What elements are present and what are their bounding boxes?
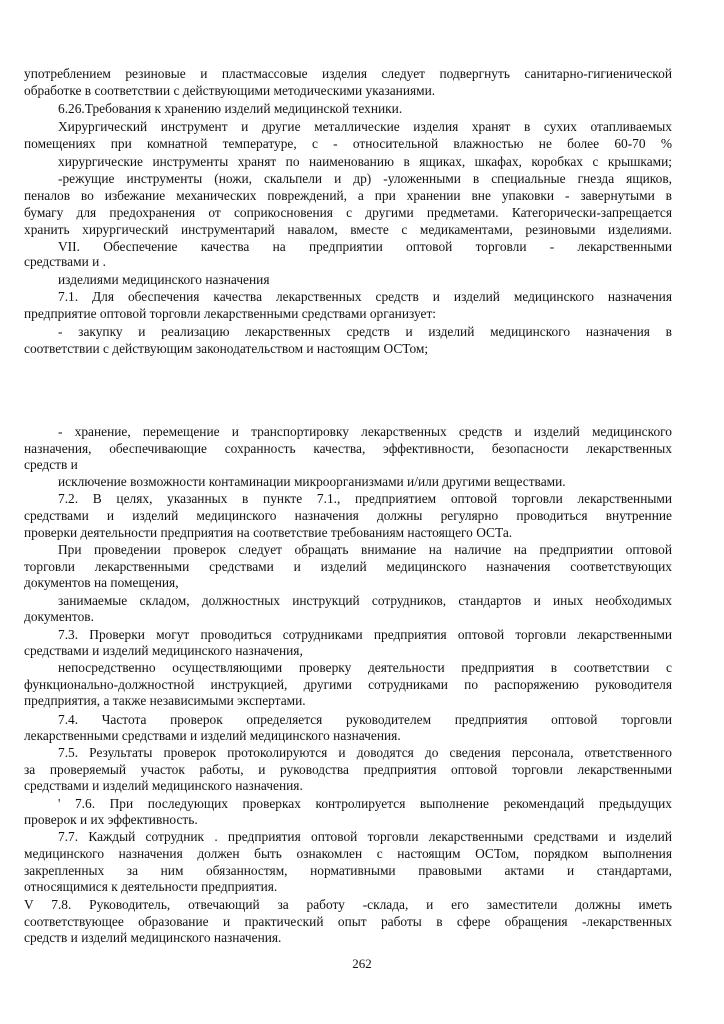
text-line: 7.1. Для обеспечения качества лекарственных средств и изделий медицинского назначения bbox=[58, 289, 672, 304]
text-line: предприятия, а также независимыми экспертами. bbox=[24, 693, 306, 708]
text-line: за проверяемый участок работы, и руководства предприятия оптовой торговли лекарственными bbox=[24, 762, 672, 777]
text-line: средствами и изделий медицинского назначения должны регулярно проводиться внутренние bbox=[24, 508, 672, 523]
section-heading-6-26: 6.26.Требования к хранению изделий медицинской техники. bbox=[58, 101, 403, 116]
text-line: - хранение, перемещение и транспортировку лекарственных средств и изделий медицинского bbox=[58, 424, 672, 439]
text-line: относящимися к деятельности предприятия. bbox=[24, 879, 278, 894]
text-line: торговли лекарственными средствами и изделий медицинского назначения соответствующих bbox=[24, 559, 672, 574]
text-line: медицинского назначения должен быть ознакомлен с настоящим ОСТом, порядком выполнения bbox=[24, 846, 672, 861]
text-line: документов. bbox=[24, 609, 94, 624]
text-line: средствами и изделий медицинского назначения, bbox=[24, 643, 303, 658]
text-line: обработке в соответствии с действующими методическими указаниями. bbox=[24, 83, 436, 98]
text-line: лекарственными средствами и изделий медицинского назначения. bbox=[24, 728, 401, 743]
text-line: занимаемые складом, должностных инструкций сотрудников, стандартов и иных необходимых bbox=[58, 593, 672, 608]
section-heading-7-4: 7.4. Частота проверок определяется руководителем предприятия оптовой торговли bbox=[58, 712, 672, 727]
text-line: средствами и изделий медицинского назначения. bbox=[24, 778, 303, 793]
text-line: хирургические инструменты хранят по наименованию в ящиках, шкафах, коробках с крышками; bbox=[58, 154, 672, 169]
text-line: изделиями медицинского назначения bbox=[58, 272, 270, 287]
text-line: исключение возможности контаминации микроорганизмами и/или другими веществами. bbox=[58, 474, 566, 489]
text-line: непосредственно осуществляющими проверку деятельности предприятия в соответствии с bbox=[58, 660, 672, 675]
text-line: проверок и их эффективность. bbox=[24, 812, 198, 827]
section-heading-7-6: ' 7.6. При последующих проверках контролируется выполнение рекомендаций предыдущих bbox=[58, 796, 672, 811]
section-heading-7-7: 7.7. Каждый сотрудник . предприятия оптовой торговли лекарственными средствами и изделий bbox=[58, 829, 672, 844]
text-line: средств и bbox=[24, 457, 78, 472]
text-line: документов на помещения, bbox=[24, 575, 179, 590]
text-line: - закупку и реализацию лекарственных средств и изделий медицинского назначения в bbox=[58, 324, 672, 339]
text-line: -режущие инструменты (ножи, скальпели и др) -уложенными в специальные гнезда ящиков, bbox=[58, 171, 672, 186]
text-line: бумагу для предохранения от соприкосновения с другими предметами. Категорически-запрещается bbox=[24, 205, 672, 220]
text-line: соответствующее образование и практический опыт работы в сфере обращения -лекарственных bbox=[24, 914, 672, 929]
text-line: назначения, обеспечивающие сохранность качества, эффективности, безопасности лекарственных bbox=[24, 441, 672, 456]
text-line: соответствии с действующим законодательством и настоящим ОСТом; bbox=[24, 341, 429, 356]
text-line: закрепленных за ним обязанностям, нормативными правовыми актами и стандартами, bbox=[24, 863, 672, 878]
text-line: хранить хирургический инструментарий навалом, вместе с медикаментами, резиновыми изделиями. bbox=[24, 222, 672, 237]
text-line: пеналов во избежание механических повреждений, а при хранении вне упаковки - завернутыми в bbox=[24, 188, 672, 203]
text-line: средствами и . bbox=[24, 254, 106, 269]
section-heading-7-3: 7.3. Проверки могут проводиться сотрудниками предприятия оптовой торговли лекарственными bbox=[58, 627, 672, 642]
page-number: 262 bbox=[352, 956, 372, 971]
section-heading-7-5: 7.5. Результаты проверок протоколируются и доводятся до сведения персонала, ответственного bbox=[58, 745, 672, 760]
text-line: функционально-должностной инструкцией, другими сотрудниками по распоряжению руководителя bbox=[24, 677, 672, 692]
section-heading-vii: VII. Обеспечение качества на предприятии оптовой торговли - лекарственными bbox=[58, 239, 672, 254]
text-line: предприятие оптовой торговли лекарственными средствами организует: bbox=[24, 306, 437, 321]
section-heading-7-8: V 7.8. Руководитель, отвечающий за работу -склада, и его заместители должны иметь bbox=[24, 897, 672, 912]
text-line: средств и изделий медицинского назначения. bbox=[24, 930, 282, 945]
section-heading-7-2: 7.2. В целях, указанных в пункте 7.1., предприятием оптовой торговли лекарственными bbox=[58, 491, 672, 506]
text-line: Хирургический инструмент и другие металлические изделия хранят в сухих отапливаемых bbox=[58, 119, 672, 134]
text-line: помещениях при комнатной температуре, с - относительной влажностью не более 60-70 % bbox=[24, 136, 672, 151]
text-line: проверки деятельности предприятия на соответствие требованиям настоящего ОСТа. bbox=[24, 525, 513, 540]
text-line: употреблением резиновые и пластмассовые изделия следует подвергнуть санитарно-гигиенической bbox=[24, 66, 672, 81]
text-line: При проведении проверок следует обращать внимание на наличие на предприятии оптовой bbox=[58, 542, 672, 557]
